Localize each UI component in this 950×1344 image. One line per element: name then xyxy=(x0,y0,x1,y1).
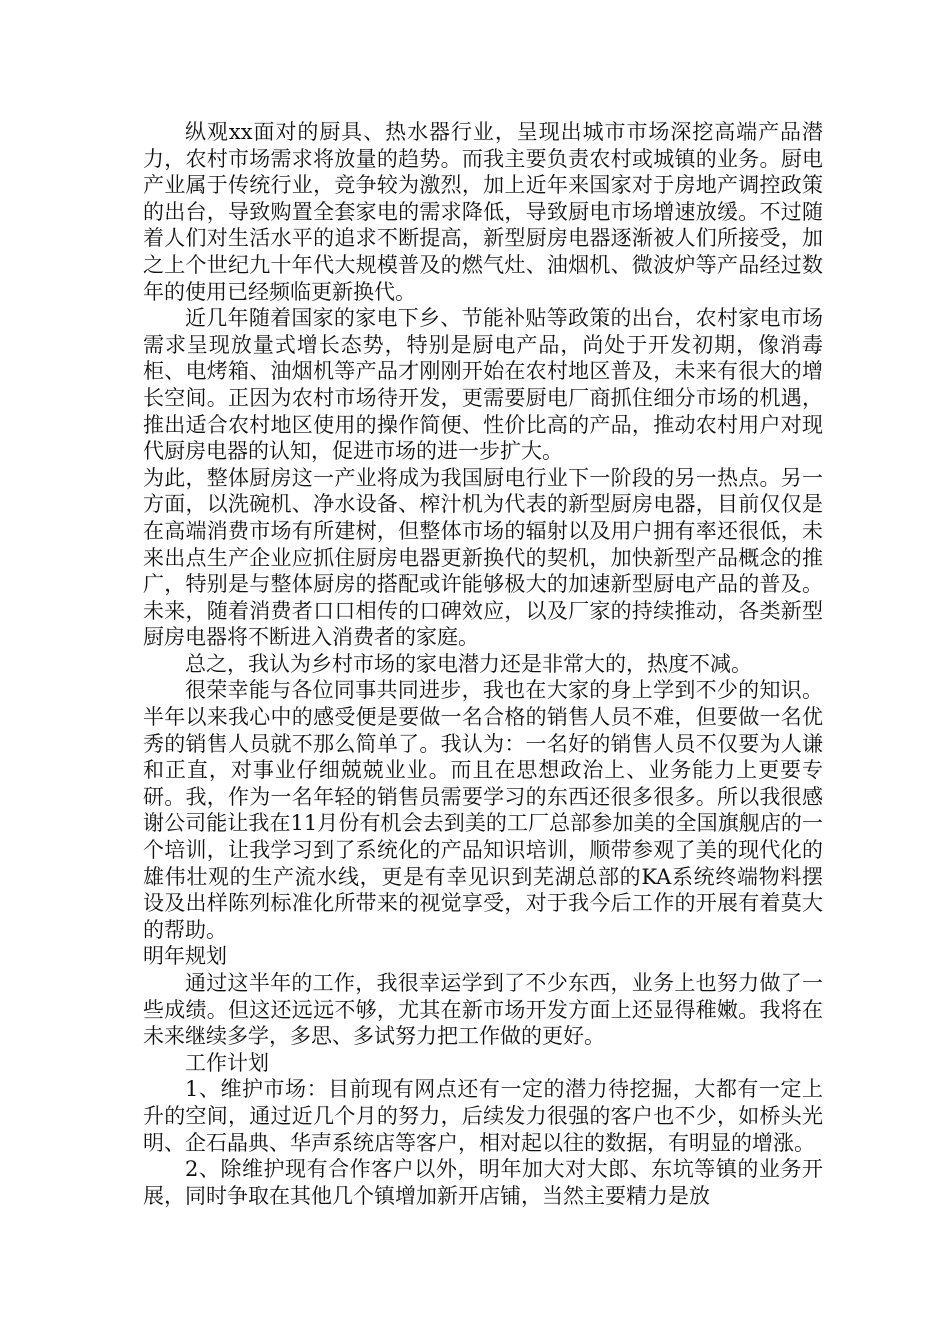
heading-work-plan: 工作计划 xyxy=(185,1050,269,1075)
paragraph-industry-overview: 纵观xx面对的厨具、热水器行业，呈现出城市市场深挖高端产品潜力，农村市场需求将放量的趋势。而我主要负责农村或城镇的业务。厨电产业属于传统行业，竞争较为激烈，加上近年来国家对于房地产调控政策的出台，导致购置全套家电的需求降低，导致厨电市场增速放缓。不过随着人们对生活水平的追求不断提高，新型厨房电器逐渐被人们所接受，加之上个世纪九十年代大规模普及的燃气灶、油烟机、微波炉等产品经过数年的使用已经频临更新换代。 xyxy=(143,120,823,304)
heading-next-year-plan: 明年规划 xyxy=(143,944,227,969)
document-page xyxy=(143,119,823,1209)
paragraph-rural-market: 近几年随着国家的家电下乡、节能补贴等政策的出台，农村家电市场需求呈现放量式增长态势，特别是厨电产品，尚处于开发初期，像消毒柜、电烤箱、油烟机等产品才刚刚开始在农村地区普及，未来有很大的增长空间。正因为农村市场待开发，更需要厨电厂商抓住细分市场的机遇，推出适合农村地区使用的操作简便、性价比高的产品，推动农村用户对现代厨房电器的认知，促进市场的进一步扩大。 xyxy=(143,306,823,464)
paragraph-plan-2: 2、除维护现有合作客户以外，明年加大对大郎、东坑等镇的业务开展，同时争取在其他几个镇增加新开店铺，当然主要精力是放 xyxy=(143,1157,823,1208)
paragraph-integrated-kitchen: 为此，整体厨房这一产业将成为我国厨电行业下一阶段的另一热点。另一方面，以洗碗机、净水设备、榨汁机为代表的新型厨房电器，目前仅仅是在高端消费市场有所建树，但整体市场的辐射以及用户拥有率还很低，未来出点生产企业应抓住厨房电器更新换代的契机，加快新型产品概念的推广，特别是与整体厨房的搭配或许能够极大的加速新型厨电产品的普及。未来，随着消费者口口相传的口碑效应，以及厂家的持续推动，各类新型厨房电器将不断进入消费者的家庭。 xyxy=(143,465,823,650)
paragraph-summary: 总之，我认为乡村市场的家电潜力还是非常大的，热度不减。 xyxy=(185,651,752,676)
paragraph-colleagues: 很荣幸能与各位同事共同进步，我也在大家的身上学到不少的知识。半年以来我心中的感受便是要做一名合格的销售人员不难，但要做一名优秀的销售人员就不那么简单了。我认为：一名好的销售人员不仅要为人谦和正直，对事业仔细兢兢业业。而且在思想政治上、业务能力上更要专研。我，作为一名年轻的销售员需要学习的东西还很多很多。所以我很感谢公司能让我在11月份有机会去到美的工厂总部参加美的全国旗舰店的一个培训，让我学习到了系统化的产品知识培训，顺带参观了美的现代化的雄伟壮观的生产流水线，更是有幸见识到芜湖总部的KA系统终端物料摆设及出样陈列标准化所带来的视觉享受，对于我今后工作的开展有着莫大的帮助。 xyxy=(143,678,823,942)
paragraph-half-year: 通过这半年的工作，我很幸运学到了不少东西，业务上也努力做了一些成绩。但这还远远不够，尤其在新市场开发方面上还显得稚嫩。我将在未来继续多学，多思、多试努力把工作做的更好。 xyxy=(143,971,823,1049)
paragraph-plan-1: 1、维护市场：目前现有网点还有一定的潜力待挖掘，大都有一定上升的空间，通过近几个月的努力，后续发力很强的客户也不少，如桥头光明、企石晶典、华声系统店等客户，相对起以往的数据，有明显的增涨。 xyxy=(143,1077,823,1155)
